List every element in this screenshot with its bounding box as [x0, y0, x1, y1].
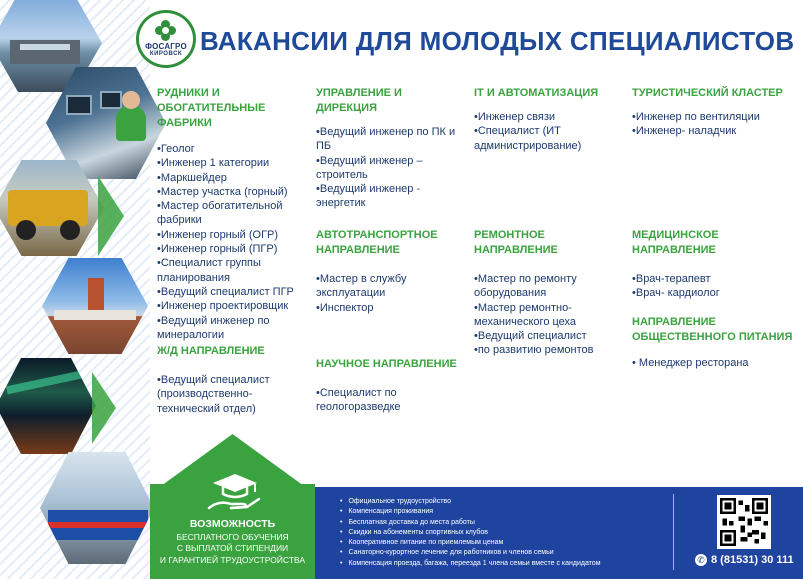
list-item: •Инженер горный (ПГР): [157, 243, 278, 256]
list-item: •Ведущий специалист: [474, 330, 587, 343]
list-item: •Врач-терапевт: [632, 273, 711, 285]
section-heading: УПРАВЛЕНИЕ И ДИРЕКЦИЯ: [316, 87, 402, 114]
list-item: •Специалист по геологоразведке: [316, 387, 401, 414]
list-item: •Геолог: [157, 143, 195, 155]
benefit-item: • Официальное трудоустройство: [340, 497, 601, 507]
list-item: •Инженер- наладчик: [632, 125, 737, 138]
list-item: •Инспектор: [316, 301, 374, 314]
phosagro-logo: [136, 10, 196, 68]
section-heading: РЕМОНТНОЕ НАПРАВЛЕНИЕ: [474, 229, 558, 256]
section-mining: [157, 86, 307, 342]
list-item: •Инженер горный (ОГР): [157, 228, 279, 241]
list-item: •Ведущий специалист ПГР: [157, 285, 294, 298]
section-heading: Ж/Д НАПРАВЛЕНИЕ: [157, 345, 265, 357]
section-heading: РУДНИКИ И ОБОГАТИТЕЛЬНЫЕ ФАБРИКИ: [157, 87, 266, 129]
list-item: •Инженер 1 категории: [157, 157, 270, 170]
list-item: •Ведущий инженер по минералогии: [157, 314, 270, 341]
logo-city: КИРОВСК: [149, 51, 183, 57]
list-item: •Мастер обогатительной фабрики: [157, 200, 283, 227]
opportunity-title: ВОЗМОЖНОСТЬ: [189, 518, 276, 530]
section-heading: АВТОТРАНСПОРТНОЕ НАПРАВЛЕНИЕ: [316, 229, 438, 256]
logo-brand: ФОСАГРО: [145, 42, 187, 51]
list-item: • Менеджер ресторана: [632, 357, 749, 369]
section-repair: [474, 228, 624, 358]
list-item: •по развитию ремонтов: [474, 344, 594, 357]
list-item: •Специалист группы планирования: [157, 257, 261, 284]
section-tourism: [632, 86, 797, 139]
section-heading: МЕДИЦИНСКОЕ НАПРАВЛЕНИЕ: [632, 229, 719, 256]
decorative-green-triangle: [92, 372, 116, 444]
qr-code-icon[interactable]: [717, 495, 771, 549]
benefit-item: • Санаторно-курортное лечение для работников и членов семьи: [340, 548, 601, 558]
section-medical: [632, 228, 762, 301]
divider: [673, 494, 674, 570]
list-item: •Маркшейдер: [157, 171, 227, 184]
list-item: •Инженер по вентиляции: [632, 111, 760, 123]
section-heading: IT И АВТОМАТИЗАЦИЯ: [474, 87, 599, 99]
opportunity-line: С ВЫПЛАТОЙ СТИПЕНДИИ: [176, 543, 289, 553]
opportunity-text: [150, 519, 315, 566]
section-it: [474, 86, 622, 153]
phone-number: 8 (81531) 30 111: [711, 554, 794, 566]
section-heading: ТУРИСТИЧЕСКИЙ КЛАСТЕР: [632, 87, 783, 99]
section-management: [316, 86, 461, 211]
section-transport: [316, 228, 461, 315]
list-item: •Ведущий специалист (производственно-технический отдел): [157, 374, 270, 415]
benefit-item: • Кооперативное питание по приемлемым ценам: [340, 538, 601, 548]
list-item: •Инженер проектировщик: [157, 300, 289, 313]
list-item: •Врач- кардиолог: [632, 287, 720, 300]
phone-icon: ✆: [695, 554, 707, 566]
flower-icon: [155, 20, 177, 42]
benefit-item: • Бесплатная доставка до места работы: [340, 518, 601, 528]
list-item: •Ведущий инженер – строитель: [316, 154, 423, 181]
opportunity-line: БЕСПЛАТНОГО ОБУЧЕНИЯ: [176, 531, 289, 542]
section-catering: [632, 315, 797, 370]
opportunity-line: И ГАРАНТИЕЙ ТРУДОУСТРОЙСТВА: [159, 554, 306, 565]
benefit-item: • Компенсация проезда, багажа, переезда 1 члена семьи вместе с кандидатом: [340, 559, 601, 569]
contact-phone[interactable]: [695, 554, 794, 566]
list-item: •Мастер ремонтно-механического цеха: [474, 301, 577, 328]
list-item: •Мастер участка (горный): [157, 185, 288, 198]
section-railway: [157, 344, 307, 416]
section-heading: НАУЧНОЕ НАПРАВЛЕНИЕ: [316, 358, 457, 370]
graduation-cap-icon: [205, 472, 265, 516]
section-science: [316, 357, 461, 415]
list-item: •Мастер в службу эксплуатации: [316, 273, 407, 300]
list-item: •Специалист (ИТ администрирование): [474, 125, 582, 152]
page-title: ВАКАНСИИ ДЛЯ МОЛОДЫХ СПЕЦИАЛИСТОВ: [200, 26, 795, 56]
decorative-green-triangle: [98, 176, 124, 256]
benefit-item: • Компенсация проживания: [340, 507, 601, 517]
list-item: •Инженер связи: [474, 111, 556, 123]
benefit-item: • Скидки на абонементы спортивных клубов: [340, 528, 601, 538]
benefits-list: [340, 497, 601, 569]
section-heading: НАПРАВЛЕНИЕ ОБЩЕСТВЕННОГО ПИТАНИЯ: [632, 316, 793, 343]
list-item: •Мастер по ремонту оборудования: [474, 273, 577, 300]
list-item: •Ведущий инженер - энергетик: [316, 183, 421, 210]
list-item: •Ведущий инженер по ПК и ПБ: [316, 126, 456, 153]
